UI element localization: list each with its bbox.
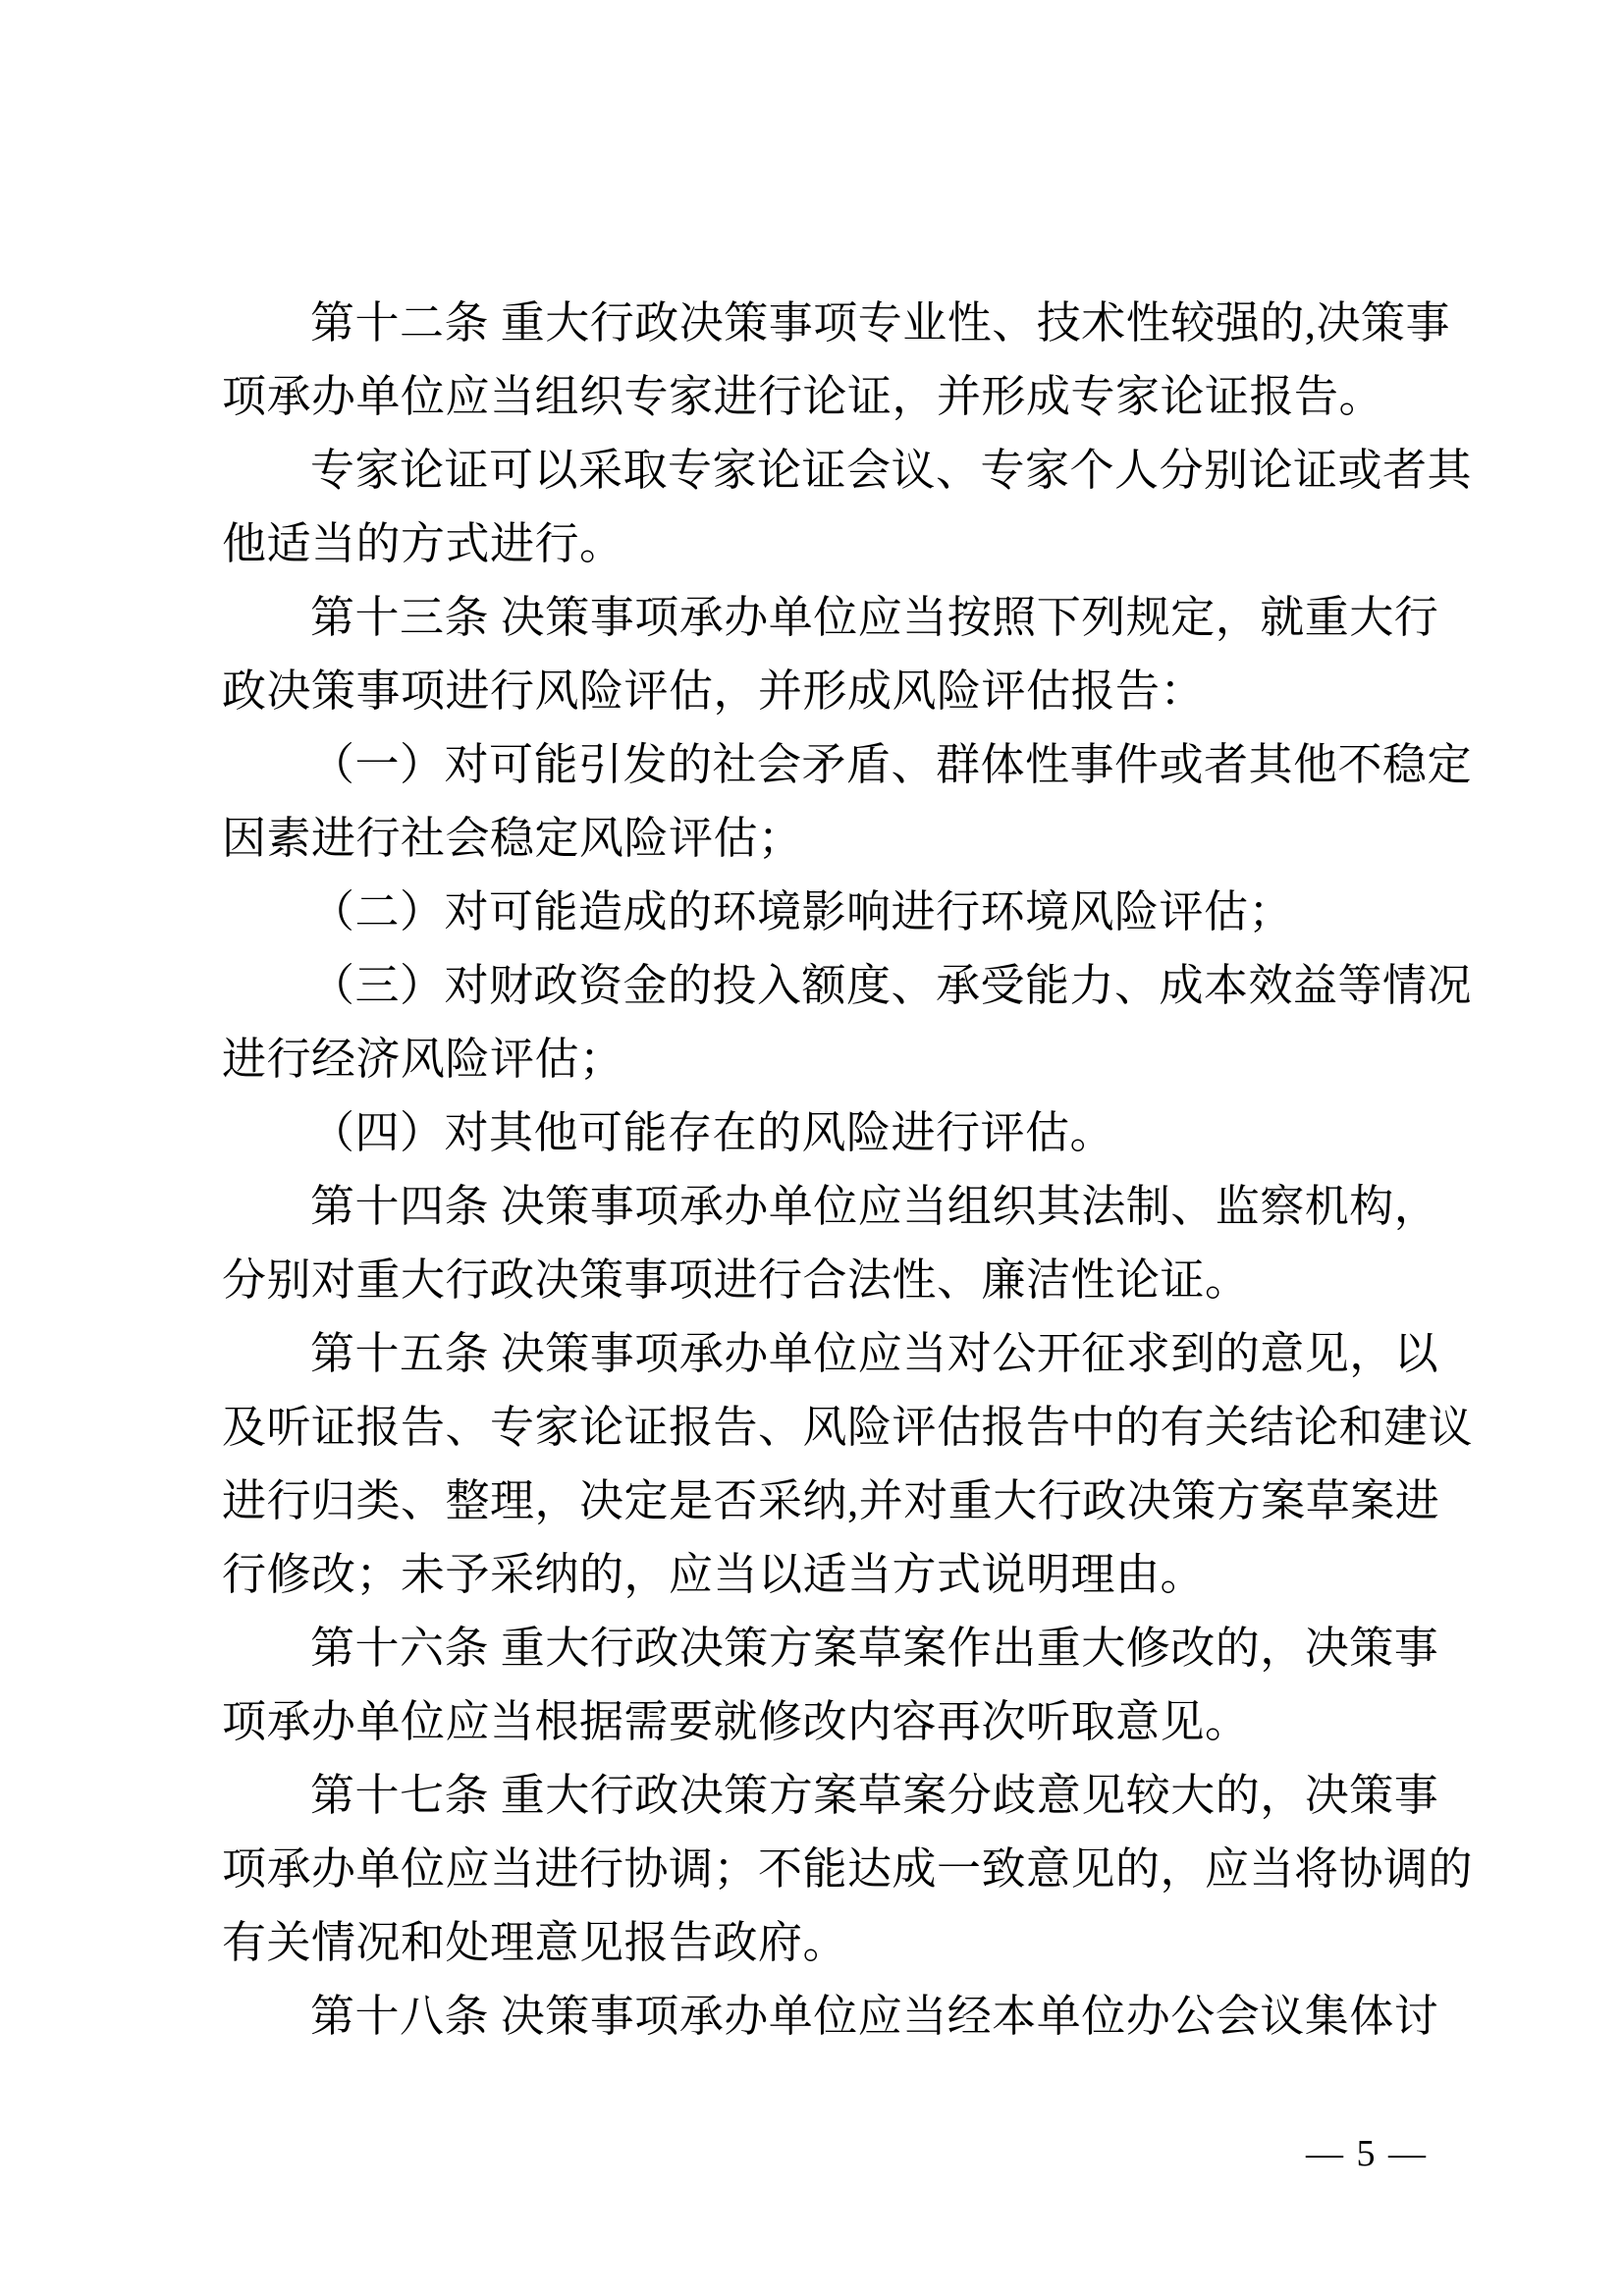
text-line: 进行归类、整理，决定是否采纳,并对重大行政决策方案草案进: [222, 1476, 1440, 1525]
document-body: [222, 287, 1474, 2054]
text-line: 政决策事项进行风险评估，并形成风险评估报告：: [222, 667, 1206, 716]
text-line: 项承办单位应当根据需要就修改内容再次听取意见。: [222, 1697, 1250, 1746]
text-line: （四）对其他可能存在的风险进行评估。: [310, 1108, 1115, 1157]
text-line: 他适当的方式进行。: [222, 519, 624, 568]
text-line: （三）对财政资金的投入额度、承受能力、成本效益等情况: [310, 961, 1473, 1010]
text-line: 分别对重大行政决策事项进行合法性、廉洁性论证。: [222, 1255, 1250, 1305]
text-line: 因素进行社会稳定风险评估；: [222, 814, 803, 863]
text-line: 第十三条 决策事项承办单位应当按照下列规定，就重大行: [310, 593, 1439, 642]
text-line: 第十五条 决策事项承办单位应当对公开征求到的意见，以: [310, 1329, 1439, 1378]
text-line: 项承办单位应当进行协调；不能达成一致意见的，应当将协调的: [222, 1844, 1474, 1894]
text-line: 项承办单位应当组织专家进行论证，并形成专家论证报告。: [222, 372, 1384, 421]
text-line: 有关情况和处理意见报告政府。: [222, 1918, 848, 1967]
text-line: （一）对可能引发的社会矛盾、群体性事件或者其他不稳定: [310, 740, 1473, 789]
page-number: — 5 —: [1306, 2133, 1428, 2174]
text-line: （二）对可能造成的环境影响进行环境风险评估；: [310, 887, 1294, 936]
text-line: 行修改；未予采纳的，应当以适当方式说明理由。: [222, 1550, 1206, 1599]
text-line: 第十四条 决策事项承办单位应当组织其法制、监察机构，: [310, 1182, 1439, 1231]
text-line: 第十七条 重大行政决策方案草案分歧意见较大的，决策事: [310, 1771, 1439, 1820]
text-line: 第十二条 重大行政决策事项专业性、技术性较强的,决策事: [310, 298, 1451, 347]
text-line: 专家论证可以采取专家论证会议、专家个人分别论证或者其: [310, 446, 1473, 495]
text-line: 第十六条 重大行政决策方案草案作出重大修改的，决策事: [310, 1624, 1439, 1673]
text-line: 及听证报告、专家论证报告、风险评估报告中的有关结论和建议: [222, 1403, 1474, 1452]
text-line: 第十八条 决策事项承办单位应当经本单位办公会议集体讨: [310, 1992, 1439, 2041]
text-line: 进行经济风险评估；: [222, 1035, 624, 1084]
